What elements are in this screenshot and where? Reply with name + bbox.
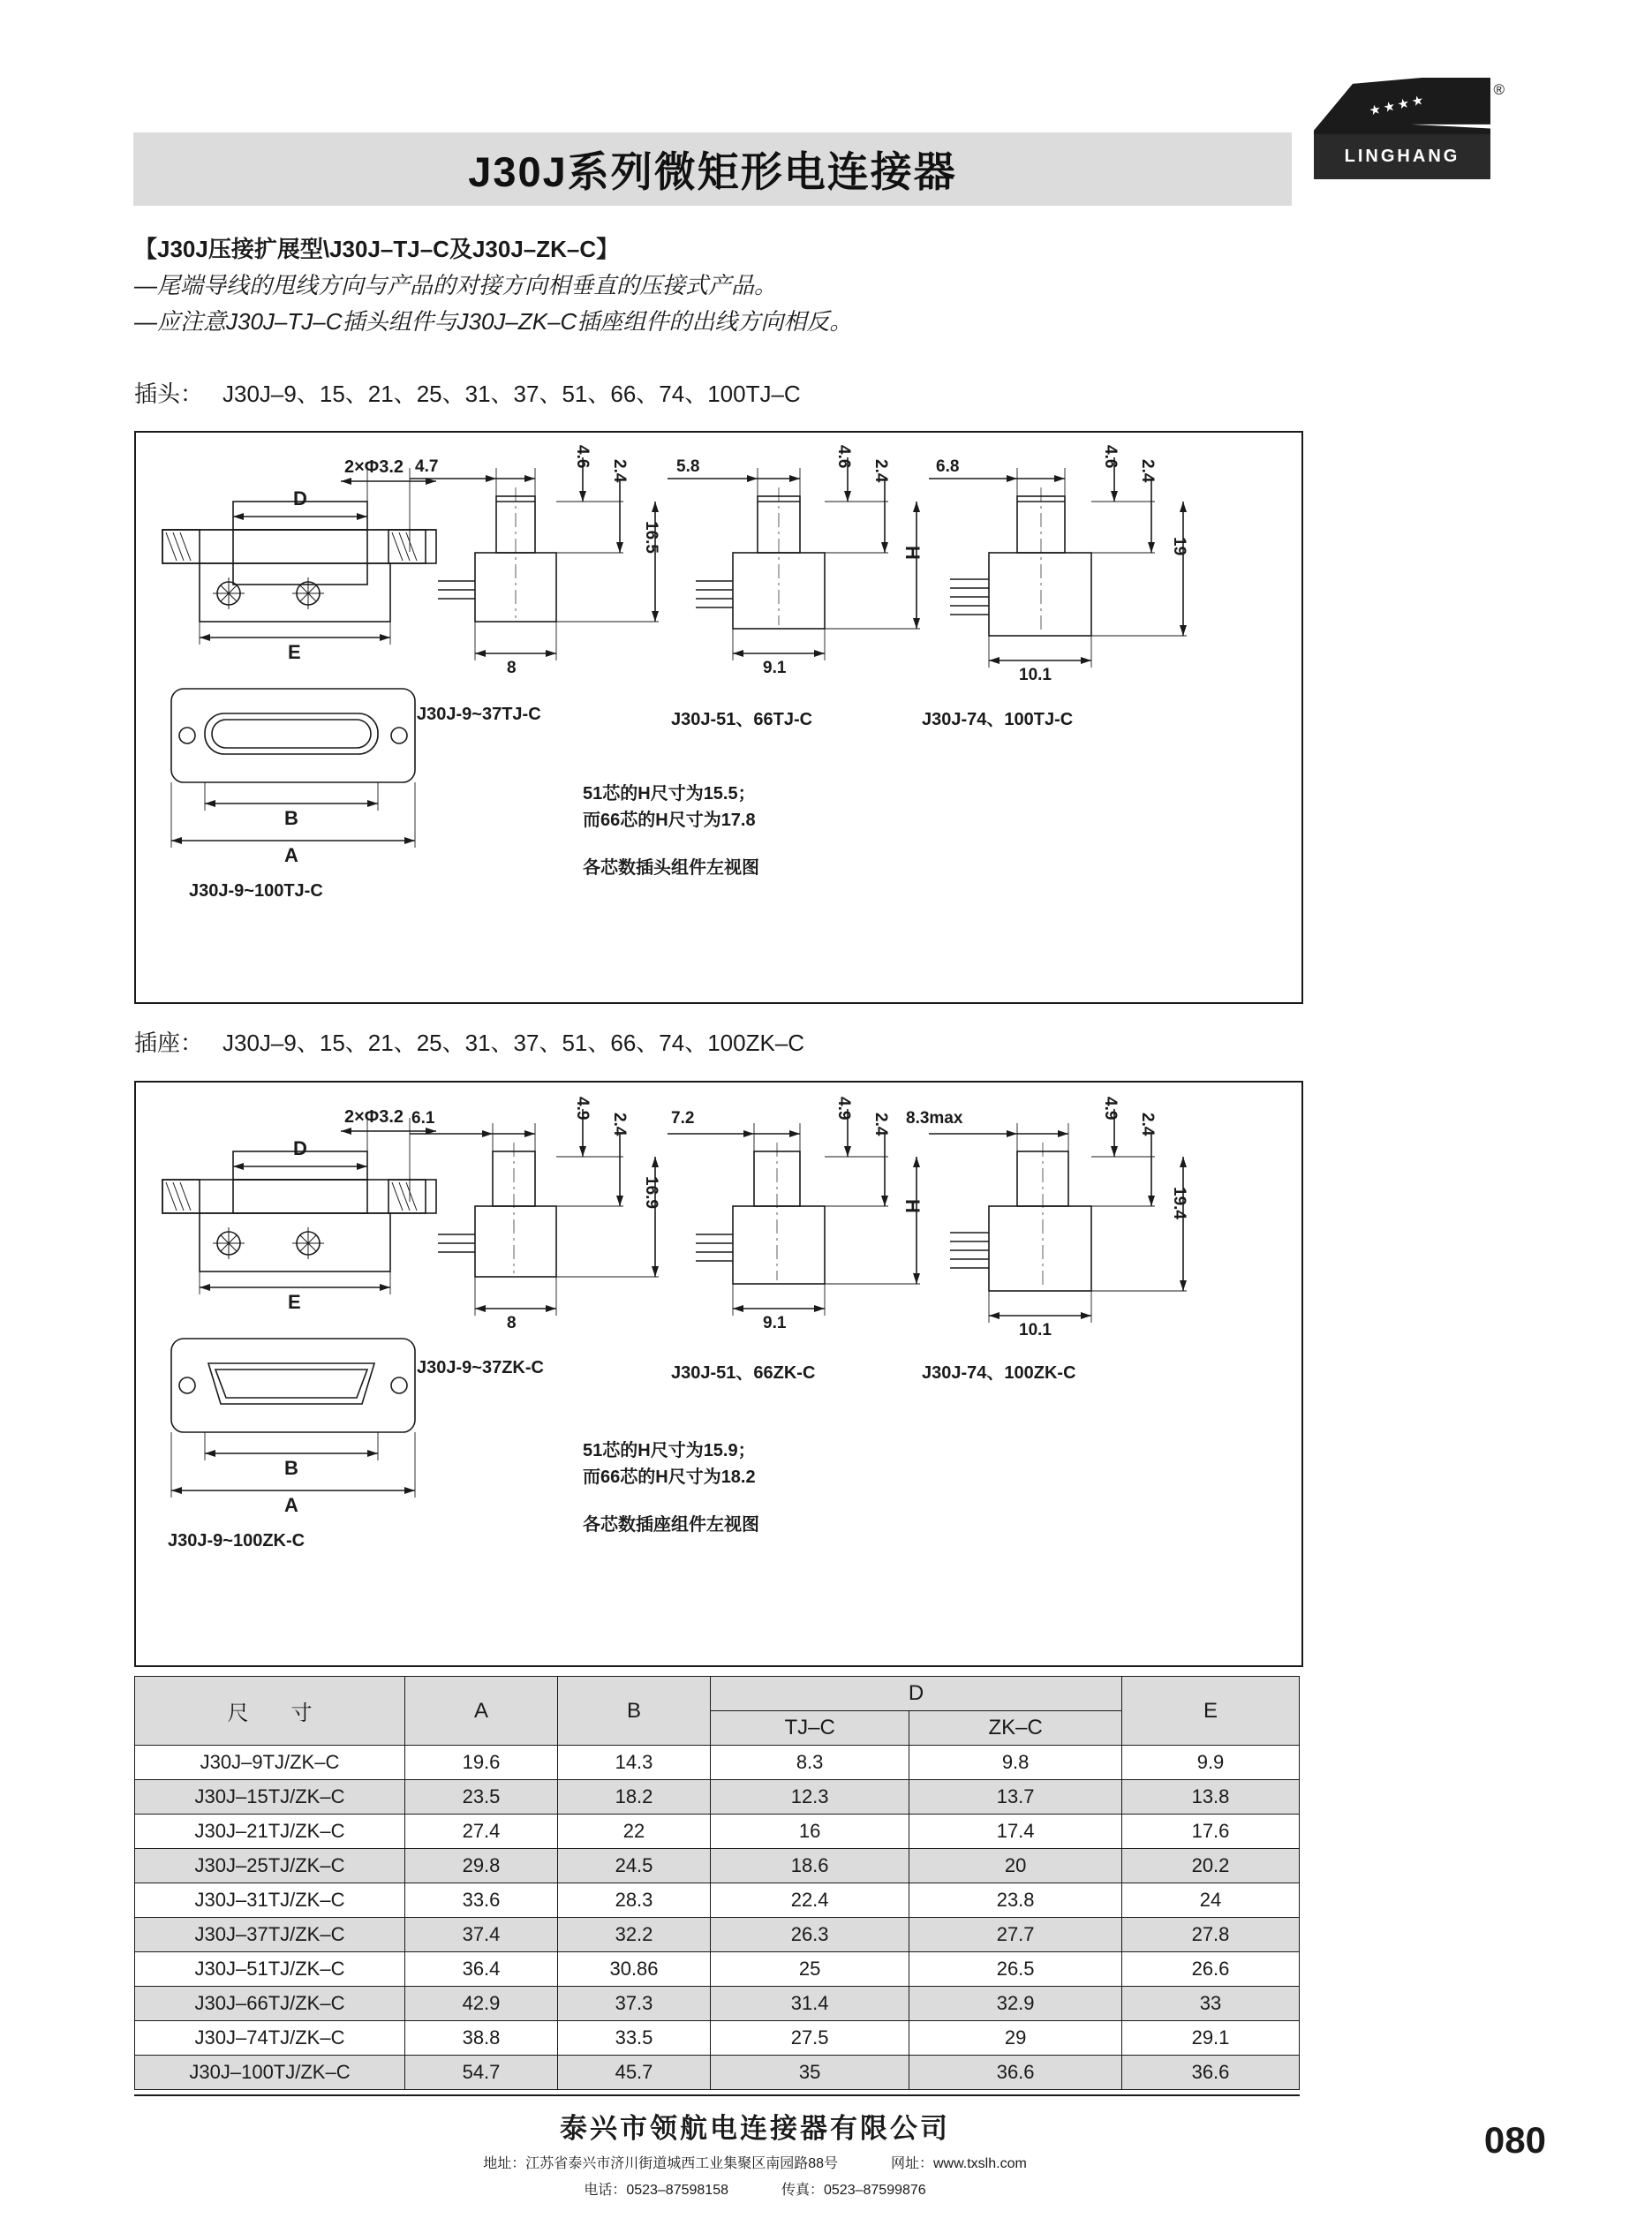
th-size: 尺 寸: [135, 1677, 405, 1746]
logo-band: [1314, 134, 1490, 179]
row-b: 45.7: [558, 2056, 711, 2090]
row-d-tj: 27.5: [711, 2021, 909, 2056]
th-d-tj: TJ–C: [711, 1711, 909, 1746]
plug-letter-a: A: [284, 844, 298, 866]
dimensions-table: [134, 1676, 1300, 2090]
socket-letter-b: B: [284, 1457, 298, 1479]
row-b: 32.2: [558, 1918, 711, 1952]
row-name: J30J–51TJ/ZK–C: [135, 1952, 405, 1987]
socket-letter-a: A: [284, 1494, 298, 1516]
row-e: 36.6: [1122, 2056, 1300, 2090]
footer-divider: [134, 2094, 1300, 2096]
row-d-zk: 32.9: [909, 1987, 1122, 2021]
socket-view1-height: 16.9: [642, 1176, 660, 1209]
plug-view1-caption: J30J-9~37TJ-C: [417, 705, 541, 724]
th-d-zk: ZK–C: [909, 1711, 1122, 1746]
row-d-tj: 8.3: [711, 1746, 909, 1780]
row-a: 27.4: [405, 1815, 558, 1849]
th-d: D: [711, 1677, 1122, 1711]
plug-view1-width-bottom: 8: [507, 659, 517, 677]
plug-side-view-note: 各芯数插头组件左视图: [583, 858, 759, 878]
table-row: [135, 1883, 1300, 1918]
page-title: J30J系列微矩形电连接器: [468, 148, 957, 195]
th-a: A: [405, 1677, 558, 1746]
row-b: 30.86: [558, 1952, 711, 1987]
plug-view1-dim-4-6: 4.6: [573, 445, 592, 469]
company-address: 地址：江苏省泰兴市济川街道城西工业集聚区南园路88号: [483, 2156, 838, 2171]
socket-series-label: 插座： J30J–9、15、21、25、31、37、51、66、74、100ZK–C: [134, 1030, 805, 1056]
socket-h-note: 51芯的H尺寸为15.9； 而66芯的H尺寸为18.2: [583, 1441, 756, 1487]
row-d-zk: 20: [909, 1849, 1122, 1883]
plug-view1-width-top: 4.7: [415, 457, 439, 476]
plug-view1-dim-2-4: 2.4: [610, 459, 629, 483]
plug-series-label: 插头： J30J–9、15、21、25、31、37、51、66、74、100TJ–C: [134, 381, 801, 407]
row-d-tj: 22.4: [711, 1883, 909, 1918]
row-e: 17.6: [1122, 1815, 1300, 1849]
table-row: [135, 1952, 1300, 1987]
row-e: 26.6: [1122, 1952, 1300, 1987]
row-e: 33: [1122, 1987, 1300, 2021]
plug-front-view-caption: J30J-9~100TJ-C: [189, 881, 323, 901]
row-d-zk: 13.7: [909, 1780, 1122, 1815]
plug-letter-b: B: [284, 807, 298, 829]
plug-drawing-panel: [134, 431, 1303, 1004]
plug-h-note: 51芯的H尺寸为15.5； 而66芯的H尺寸为17.8: [583, 784, 756, 830]
row-e: 27.8: [1122, 1918, 1300, 1952]
table-row: [135, 2021, 1300, 2056]
table-row: [135, 2056, 1300, 2090]
intro-heading: 【J30J压接扩展型\J30J–TJ–C及J30J–ZK–C】: [134, 236, 620, 262]
socket-view3-width-bottom: 10.1: [1019, 1321, 1052, 1339]
plug-hole-note: 2×Φ3.2: [344, 457, 404, 477]
table-body: [135, 1746, 1300, 2090]
company-name: 泰兴市领航电连接器有限公司: [560, 2113, 950, 2144]
footer: [428, 2106, 1082, 2199]
socket-front-view-caption: J30J-9~100ZK-C: [168, 1531, 306, 1551]
socket-side-view-note: 各芯数插座组件左视图: [583, 1515, 759, 1535]
row-b: 28.3: [558, 1883, 711, 1918]
plug-view2-width-bottom: 9.1: [763, 659, 787, 677]
plug-view2-dim-2-4: 2.4: [871, 459, 890, 483]
logo-stars: ★★★★: [1368, 92, 1428, 119]
socket-view1-dim-4-9: 4.9: [573, 1097, 592, 1121]
row-a: 33.6: [405, 1883, 558, 1918]
table-header-row: [135, 1677, 1300, 1711]
row-a: 54.7: [405, 2056, 558, 2090]
socket-view1-width-top: 6.1: [411, 1109, 435, 1128]
row-name: J30J–25TJ/ZK–C: [135, 1849, 405, 1883]
row-d-tj: 16: [711, 1815, 909, 1849]
company-logo: [1314, 78, 1505, 179]
socket-drawing-panel: [134, 1081, 1303, 1667]
plug-view3-dim-4-6: 4.6: [1101, 445, 1120, 469]
row-d-tj: 18.6: [711, 1849, 909, 1883]
row-b: 37.3: [558, 1987, 711, 2021]
company-fax: 传真：0523–87599876: [781, 2183, 926, 2198]
row-d-tj: 31.4: [711, 1987, 909, 2021]
socket-letter-d: D: [293, 1137, 307, 1159]
footer-row-1: [428, 2152, 1082, 2172]
plug-view2-height: H: [901, 546, 924, 560]
row-name: J30J–31TJ/ZK–C: [135, 1883, 405, 1918]
table-row: [135, 1987, 1300, 2021]
intro-block: [134, 231, 1300, 340]
plug-view3-height: 19: [1170, 537, 1188, 556]
row-name: J30J–9TJ/ZK–C: [135, 1746, 405, 1780]
row-e: 20.2: [1122, 1849, 1300, 1883]
plug-view2-width-top: 5.8: [676, 457, 700, 476]
table-row: [135, 1746, 1300, 1780]
page-number: 080: [1483, 2119, 1546, 2161]
row-b: 14.3: [558, 1746, 711, 1780]
footer-row-2: [428, 2178, 1082, 2199]
th-e: E: [1122, 1677, 1300, 1746]
row-d-zk: 27.7: [909, 1918, 1122, 1952]
logo-wordmark: LINGHANG: [1344, 147, 1460, 166]
row-name: J30J–74TJ/ZK–C: [135, 2021, 405, 2056]
page-title-bar: [133, 132, 1292, 206]
socket-view2-width-bottom: 9.1: [763, 1314, 787, 1332]
row-a: 37.4: [405, 1918, 558, 1952]
company-website: 网址：www.txslh.com: [891, 2156, 1027, 2171]
socket-view2-width-top: 7.2: [671, 1109, 695, 1128]
company-phone: 电话：0523–87598158: [584, 2183, 728, 2198]
row-d-zk: 26.5: [909, 1952, 1122, 1987]
socket-view2-dim-4-9: 4.9: [834, 1097, 853, 1121]
plug-letter-d: D: [293, 487, 307, 509]
socket-view2-height: H: [901, 1199, 924, 1213]
row-d-zk: 36.6: [909, 2056, 1122, 2090]
plug-view3-dim-2-4: 2.4: [1138, 459, 1157, 483]
row-name: J30J–100TJ/ZK–C: [135, 2056, 405, 2090]
registered-mark-icon: ®: [1493, 81, 1505, 98]
table-row: [135, 1780, 1300, 1815]
row-b: 22: [558, 1815, 711, 1849]
row-d-zk: 17.4: [909, 1815, 1122, 1849]
row-d-tj: 35: [711, 2056, 909, 2090]
socket-view2-dim-2-4: 2.4: [871, 1113, 890, 1136]
row-a: 42.9: [405, 1987, 558, 2021]
row-name: J30J–15TJ/ZK–C: [135, 1780, 405, 1815]
socket-view1-width-bottom: 8: [507, 1314, 517, 1332]
socket-view3-width-top: 8.3max: [906, 1109, 963, 1128]
socket-letter-e: E: [288, 1291, 301, 1313]
plug-view2-caption: J30J-51、66TJ-C: [671, 710, 813, 729]
row-e: 24: [1122, 1883, 1300, 1918]
plug-view3-width-bottom: 10.1: [1019, 666, 1052, 684]
row-d-zk: 29: [909, 2021, 1122, 2056]
row-name: J30J–37TJ/ZK–C: [135, 1918, 405, 1952]
socket-view3-dim-2-4: 2.4: [1138, 1113, 1157, 1136]
socket-view1-dim-2-4: 2.4: [610, 1113, 629, 1136]
plug-view3-width-top: 6.8: [936, 457, 960, 476]
table-row: [135, 1918, 1300, 1952]
row-b: 24.5: [558, 1849, 711, 1883]
row-d-tj: 12.3: [711, 1780, 909, 1815]
row-name: J30J–21TJ/ZK–C: [135, 1815, 405, 1849]
table-head: [135, 1677, 1300, 1746]
row-e: 9.9: [1122, 1746, 1300, 1780]
row-a: 29.8: [405, 1849, 558, 1883]
row-a: 19.6: [405, 1746, 558, 1780]
plug-letter-e: E: [288, 641, 301, 663]
row-a: 23.5: [405, 1780, 558, 1815]
table-row: [135, 1815, 1300, 1849]
socket-hole-note: 2×Φ3.2: [344, 1107, 404, 1127]
plug-view2-dim-4-6: 4.6: [834, 445, 853, 469]
row-d-zk: 23.8: [909, 1883, 1122, 1918]
socket-view3-dim-4-9: 4.9: [1101, 1097, 1120, 1121]
plug-view1-height: 16.5: [642, 521, 660, 554]
socket-view2-caption: J30J-51、66ZK-C: [671, 1363, 816, 1383]
table-row: [135, 1849, 1300, 1883]
intro-line-1: —尾端导线的甩线方向与产品的对接方向相垂直的压接式产品。: [134, 272, 778, 298]
intro-line-2: —应注意J30J–TJ–C插头组件与J30J–ZK–C插座组件的出线方向相反。: [134, 308, 853, 335]
row-b: 33.5: [558, 2021, 711, 2056]
th-b: B: [558, 1677, 711, 1746]
row-b: 18.2: [558, 1780, 711, 1815]
row-d-zk: 9.8: [909, 1746, 1122, 1780]
row-name: J30J–66TJ/ZK–C: [135, 1987, 405, 2021]
row-d-tj: 25: [711, 1952, 909, 1987]
socket-view1-caption: J30J-9~37ZK-C: [417, 1358, 544, 1377]
plug-view3-caption: J30J-74、100TJ-C: [922, 710, 1074, 729]
socket-view3-height: 19.4: [1170, 1187, 1188, 1219]
row-a: 36.4: [405, 1952, 558, 1987]
row-a: 38.8: [405, 2021, 558, 2056]
socket-view3-caption: J30J-74、100ZK-C: [922, 1363, 1076, 1383]
row-e: 13.8: [1122, 1780, 1300, 1815]
row-d-tj: 26.3: [711, 1918, 909, 1952]
row-e: 29.1: [1122, 2021, 1300, 2056]
